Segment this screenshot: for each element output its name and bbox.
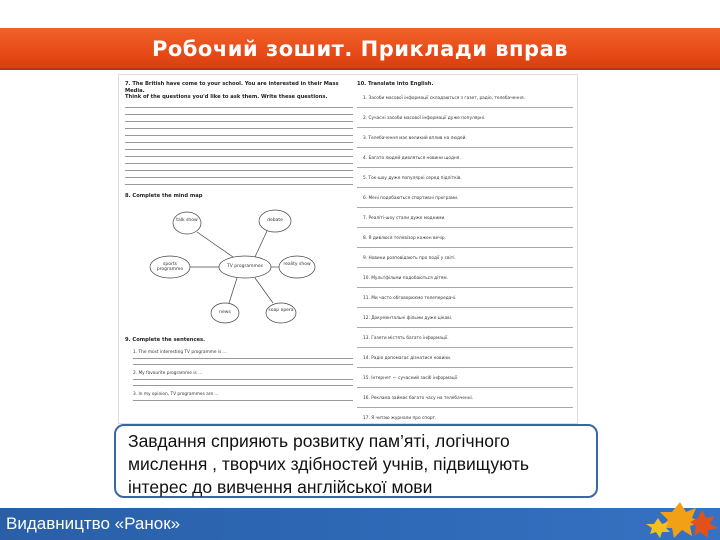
answer-line <box>357 347 573 348</box>
ex10-item <box>357 316 573 328</box>
ex9-item-1: 1. The most interesting TV programme is ... <box>125 350 353 365</box>
mind-map-node-sports: sports programme <box>156 262 184 272</box>
ex10-item-text: 4. Багато людей дивляться новини щодня. <box>363 155 461 161</box>
mind-map-center: TV programmes <box>227 264 263 269</box>
answer-line <box>357 107 573 108</box>
ex7-title-line1: 7. The British have come to your school. You are interested in their Mass Media. <box>125 81 339 94</box>
ex8-title: 8. Complete the mind map <box>125 192 203 199</box>
ex10-item <box>357 296 573 308</box>
ex10-item-text: 7. Реаліті-шоу стали дуже модними. <box>363 215 446 221</box>
ex10-item-text: 3. Телебачення має великий вплив на людей. <box>363 135 467 141</box>
answer-line <box>357 267 573 268</box>
answer-line <box>357 287 573 288</box>
ex10-item-text: 8. Я дивлюся телевізор кожен вечір. <box>363 235 446 241</box>
ex10-item <box>357 256 573 268</box>
ex10-item-text: 12. Документальні фільми дуже цікаві. <box>363 315 453 321</box>
callout-text: Завдання сприяють розвитку пам’яті, логічного мислення , творчих здібностей учнів, підвищують інтерес до вивчення англійської мови <box>128 431 529 497</box>
answer-line <box>357 307 573 308</box>
answer-line <box>357 407 573 408</box>
ex7-answer-lines <box>125 107 353 185</box>
workbook-page-image <box>118 74 578 424</box>
ex9-title: 9. Complete the sentences. <box>125 337 206 343</box>
ex10-item-text: 11. Ми часто обговорюємо телепередачі. <box>363 295 457 301</box>
answer-line <box>357 187 573 188</box>
ex10-item <box>357 356 573 368</box>
ex10-item-text: 17. Я читаю журнали про спорт. <box>363 415 437 421</box>
ex7-title-line2: Think of the questions you'd like to ask them. Write these questions. <box>125 94 328 100</box>
mind-map-node-talk-show: talk show <box>176 218 198 223</box>
ex10-item <box>357 336 573 348</box>
slide-title: Робочий зошит. Приклади вправ <box>151 37 569 61</box>
answer-line <box>357 387 573 388</box>
ex10-item-text: 15. Інтернет — сучасний засіб інформації. <box>363 375 459 381</box>
ex10-item <box>357 236 573 248</box>
ex10-item <box>357 416 573 425</box>
answer-line <box>357 367 573 368</box>
ex10-item <box>357 116 573 128</box>
answer-line <box>357 227 573 228</box>
ex10-title: 10. Translate into English. <box>357 81 434 87</box>
ex9-item-3: 3. In my opinion, TV programmes are ... <box>125 392 353 401</box>
ex10-list <box>357 96 573 425</box>
answer-line <box>357 247 573 248</box>
worksheet-right-column <box>357 81 573 424</box>
ex9-item-2: 2. My favourite programme is ... <box>125 371 353 386</box>
ex10-item-text: 9. Новини розповідають про події у світі. <box>363 255 456 261</box>
ex10-item-text: 14. Радіо допомагає дізнатися новини. <box>363 355 452 361</box>
ex10-item <box>357 396 573 408</box>
ex10-item-text: 1. Засоби масової інформації складаються з газет, радіо, телебачення. <box>363 95 525 101</box>
mind-map-node-debate: debate <box>267 218 283 223</box>
ex10-item-text: 2. Сучасні засоби масової інформації дуже популярні. <box>363 115 486 121</box>
ex10-item-text: 16. Реклама займає багато часу на телебаченні. <box>363 395 474 401</box>
answer-line <box>357 147 573 148</box>
slide-header <box>0 28 720 70</box>
header-edge <box>0 68 720 70</box>
mind-map-node-news: news <box>219 310 231 315</box>
answer-line <box>357 327 573 328</box>
ex10-item-text: 6. Мені подобаються спортивні програми. <box>363 195 459 201</box>
ex10-item-text: 5. Ток-шоу дуже популярні серед підлітків. <box>363 175 462 181</box>
ex10-item <box>357 376 573 388</box>
ex10-item <box>357 156 573 168</box>
summary-callout <box>114 424 598 498</box>
ex10-item-text: 10. Мультфільми подобаються дітям. <box>363 275 448 281</box>
ex10-item <box>357 216 573 228</box>
publisher-label: Видавництво «Ранок» <box>6 514 181 533</box>
autumn-leaves-icon <box>640 496 720 540</box>
ex10-item-text: 13. Газети містять багато інформації. <box>363 335 449 341</box>
ex10-item <box>357 96 573 108</box>
mind-map-node-soap: soap opera <box>268 308 294 313</box>
answer-line <box>357 167 573 168</box>
slide-footer <box>0 508 720 540</box>
ex10-item <box>357 176 573 188</box>
answer-line <box>357 207 573 208</box>
answer-line <box>357 127 573 128</box>
mind-map <box>125 203 353 331</box>
ex10-item <box>357 196 573 208</box>
worksheet-left-column <box>125 81 353 401</box>
ex10-item <box>357 136 573 148</box>
mind-map-node-reality: reality show <box>283 262 311 267</box>
ex10-item <box>357 276 573 288</box>
